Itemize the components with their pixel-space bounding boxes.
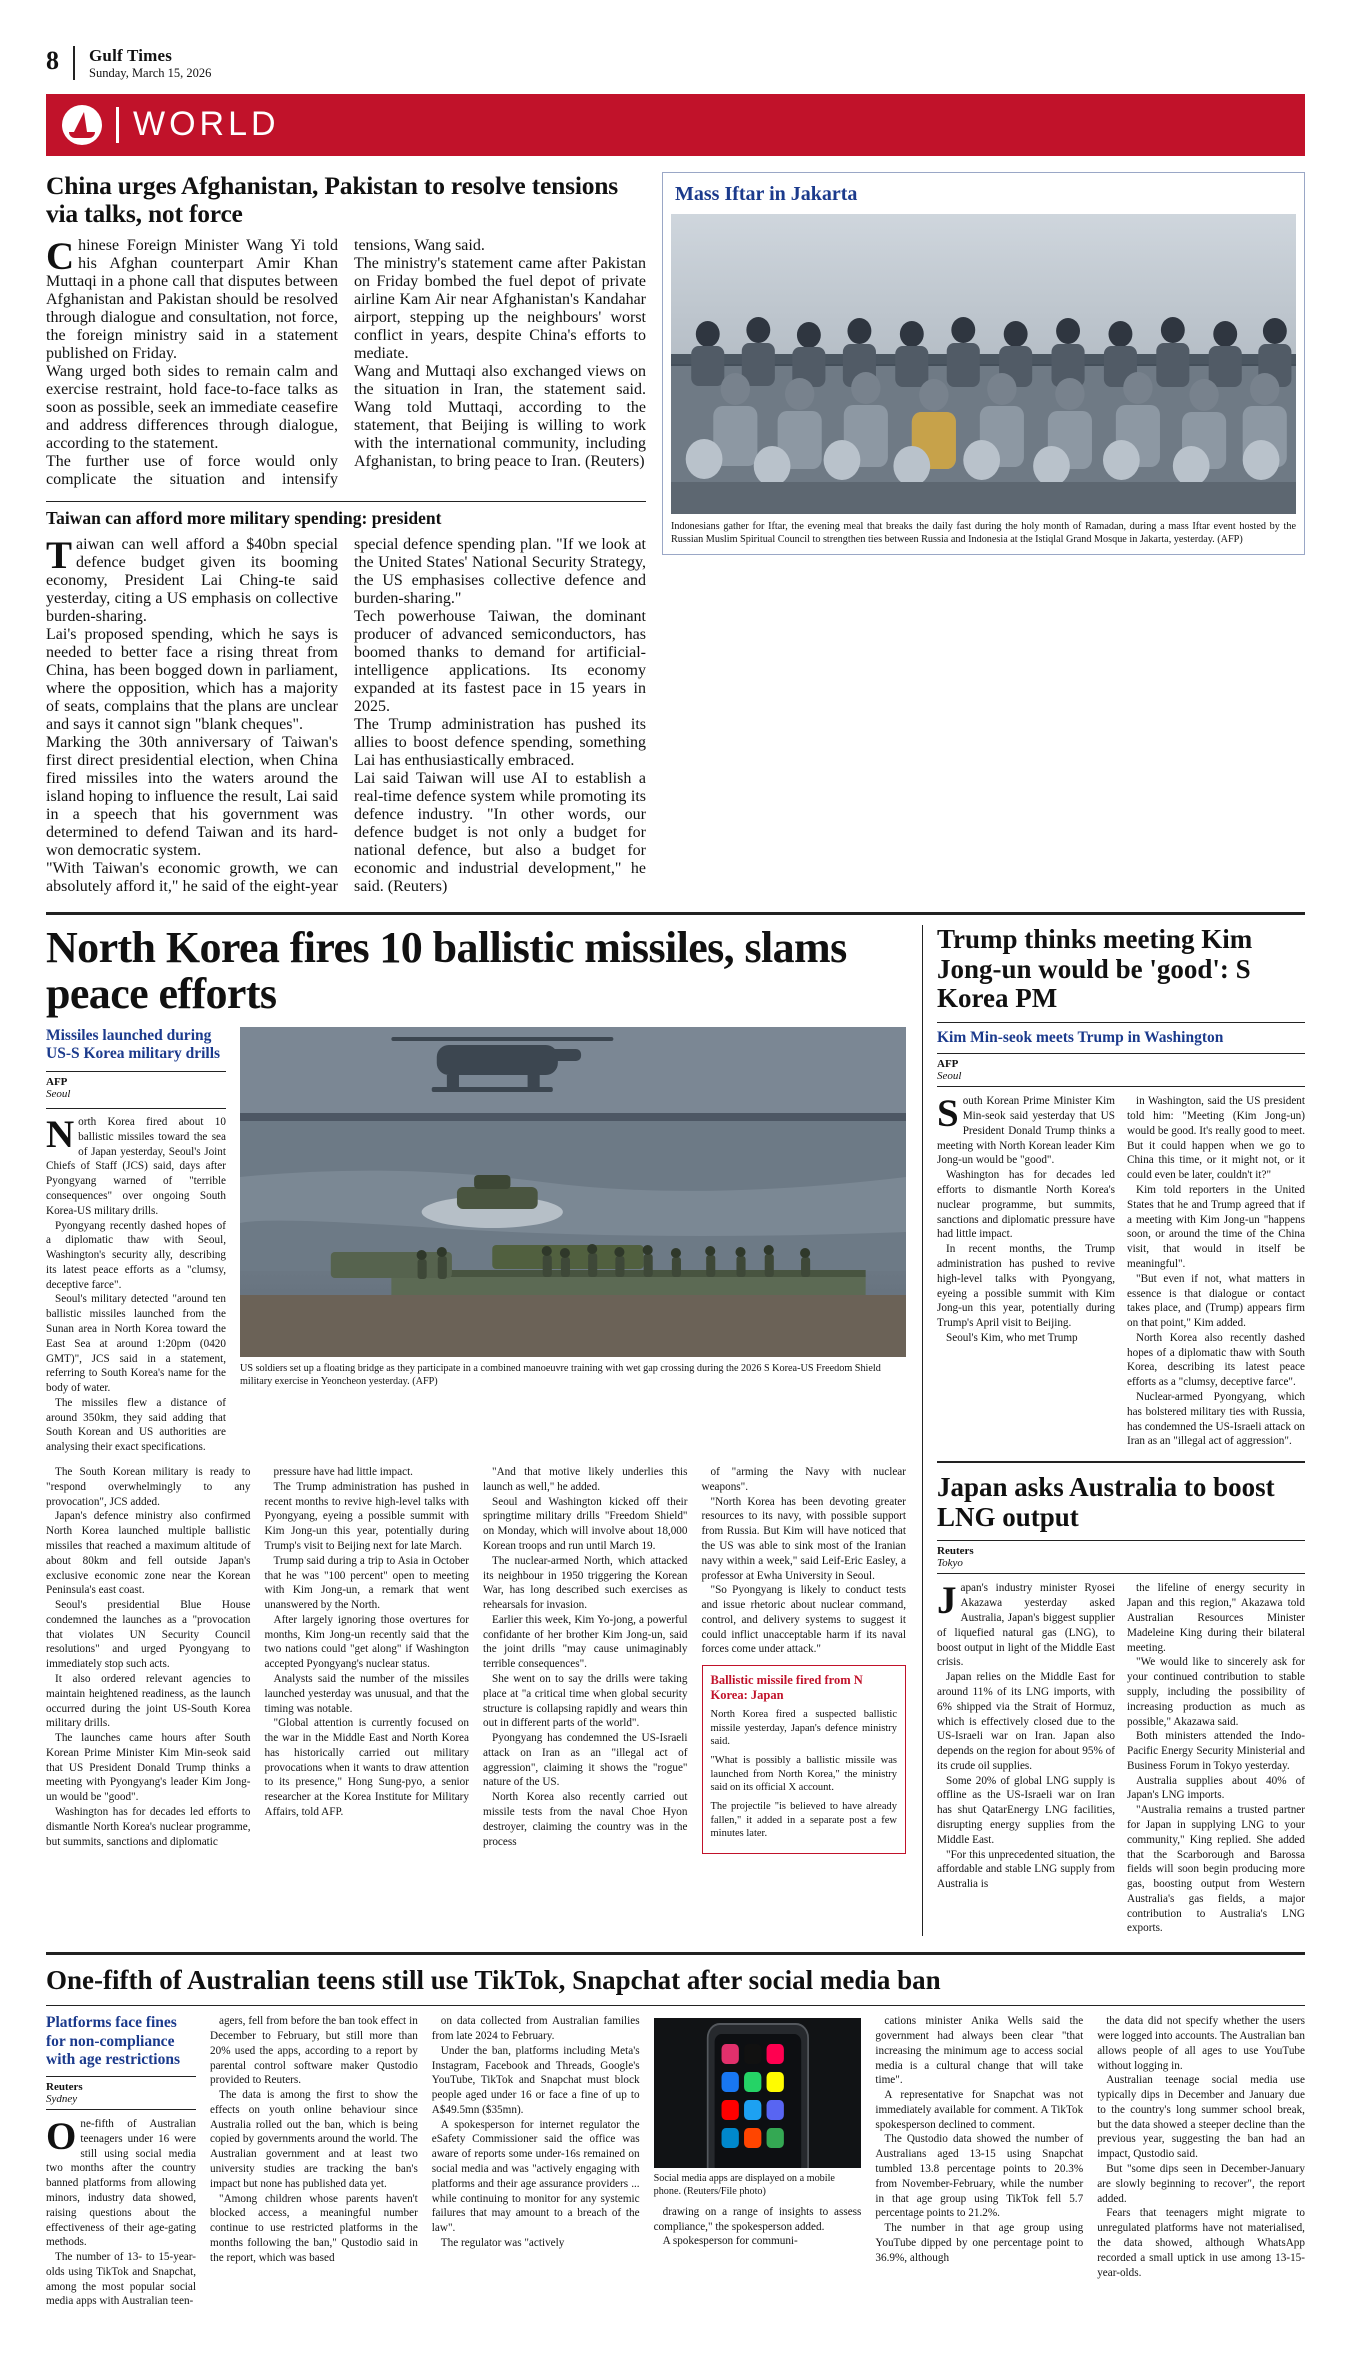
paragraph: The further use of force would only complicate the situation and intensify tensions, Wang said. [46,237,485,489]
paragraph: "We would like to sincerely ask for your continued contribution to stable supply, including the possibility of increasing production as much as possible," Akazawa said. [1127,1656,1305,1728]
paragraph: The nuclear-armed North, which attacked its neighbour in 1950 triggering the Korean War, has long described such exercises as rehearsals for invasion. [483,1554,688,1612]
section-banner [46,94,1305,156]
nk-kicker-column [46,1027,226,1456]
divider [46,1071,226,1072]
paragraph: Under the ban, platforms including Meta's Instagram, Facebook and Threads, Google's YouTube, TikTok and Snapchat must block people aged under 16 or face a fine of up to A$49.5mn ($35mn). [431,2044,640,2116]
tiktok-column-4 [654,2205,862,2249]
paragraph: cations minister Anika Wells said the government had always been clear "that increasing the minimum age to access social media is a cultural change that will take time". [875,2015,1084,2087]
divider [937,1573,1305,1574]
section-divider [46,912,1305,915]
nk-photo-caption: US soldiers set up a floating bridge as they participate in a combined manoeuvre training with wet gap crossing during the 2026 S Korea-US Freedom Shield military exercise in Yeoncheon yesterday. (AFP) [240,1362,881,1387]
paragraph: Seoul's Kim, who met Trump [946,1331,1078,1344]
nk-kicker: Missiles launched during US-S Korea military drills [46,1026,221,1062]
issue-date: Sunday, March 15, 2026 [89,65,212,80]
paragraph: "So Pyongyang is likely to conduct tests and issue rhetoric about nuclear command, control, and delivery systems to suggest it could inflict unacceptable harm if its naval forces come under attack." [701,1584,906,1656]
paragraph: of "arming the Navy with nuclear weapons". [701,1466,906,1493]
paragraph: Australia supplies about 40% of Japan's LNG imports. [1127,1774,1305,1802]
trump-agency: AFP [937,1058,959,1071]
divider [46,2005,1305,2006]
paragraph: The ministry's statement came after Pakistan on Friday bombed the fuel depot of private airline Kam Air near Afghanistan's Kandahar airport, stepping up the neighbours' worst conflict in years, despite China's efforts to mediate. [354,255,646,363]
paragraph: The projectile "is believed to have already fallen," it added in a separate post a few minutes later. [710,1801,897,1840]
right-rail [922,925,1305,1936]
paragraph: Tech powerhouse Taiwan, the dominant producer of advanced semiconductors, has boomed thanks to demand for artificial-intelligence applications. Its economy expanded at its fastest pace in 15 years in 2025. [354,608,646,716]
paragraph: In recent months, the Trump administration has pushed to revive high-level talks with Pyongyang, eyeing a possible summit with Kim Jong-un this year, potentially during Trump's April visit to Beijing. [937,1243,1115,1330]
paragraph: The number of 13- to 15-year-olds using TikTok and Snapchat, among the most popular social media apps with Australian teen- [46,2251,196,2308]
paragraph: Seoul and Washington kicked off their springtime military drills "Freedom Shield" on Monday, which will involve about 18,000 Korean troops and run until March 19. [483,1495,688,1552]
paragraph: Lai said Taiwan will use AI to establish a real-time defence system while promoting its defence industry. "In other words, our defence budget is not only a budget for national defence, but also a budget for economic and industrial development," he said. (Reuters) [354,770,646,896]
divider [46,2109,196,2110]
nk-photo [240,1027,906,1357]
paragraph: After largely ignoring those overtures for months, Kim Jong-un recently said that the two nations could "get along" if Washington accepted Pyongyang's nuclear status. [264,1613,469,1671]
paragraph: The data is among the first to show the effects on youth online behaviour since Australia rolled out the ban, which is being copied by governments around the world. The Australian government and at least two university studies are tracking the ban's impact but none has published data yet. [210,2089,418,2190]
paragraph: It also ordered relevant agencies to maintain heightened readiness, as the launch occurred during the joint US-South Korea military drills. [46,1672,251,1730]
japan-city: Tokyo [937,1557,963,1570]
iftar-photo [671,214,1296,514]
nk-agency: AFP [46,1076,68,1089]
paragraph: Kim told reporters in the United States that he and Trump agreed that if a meeting with Kim Jong-un "happens soon, or around the time of the China visit, that would in itself be meaningful". [1127,1184,1305,1270]
japan-lng-story [937,1473,1305,1936]
paragraph: Japan's defence ministry also confirmed North Korea launched multiple ballistic missiles that reached a maximum altitude of about 80km and fell outside Japan's exclusive economic zone near the Korean Peninsula's east coast. [46,1510,251,1597]
paragraph: Taiwan can well afford a $40bn special defence budget given its booming economy, President Lai Ching-te said yesterday, citing a US emphasis on collective burden-sharing. [46,534,338,626]
middle-section [46,925,1305,1936]
paragraph: The missiles flew a distance of around 350km, they said adding that South Korean and US authorities are analysing their exact specifications. [46,1396,226,1454]
china-headline: China urges Afghanistan, Pakistan to resolve tensions via talks, not force [46,170,618,229]
paragraph: Australian teenage social media use typically dips in December and January due to the country's long summer school break, but the data showed a steeper decline than the previous year, suggesting the ban had an impact, Qustodio said. [1097,2074,1305,2161]
paragraph: North Korea fired a suspected ballistic missile yesterday, Japan's defence ministry said. [710,1709,897,1748]
tiktok-photo-column [654,2014,862,2309]
japan-agency: Reuters [937,1545,974,1558]
paragraph: "Among children whose parents haven't blocked access, a meaningful number continue to use restricted platforms in the months following the ban," Qustodio said in the report, which was based [210,2192,418,2264]
tiktok-column-3 [432,2014,640,2309]
divider [937,1022,1305,1023]
paragraph: North Korea also recently dashed hopes of a diplomatic thaw with South Korea, describing its latest peace efforts as a "clumsy, deceptive farce". [1127,1331,1305,1389]
trump-kicker: Kim Min-seok meets Trump in Washington [937,1029,1224,1047]
nk-body-columns [46,1465,906,1854]
paragraph: Pyongyang recently dashed hopes of a diplomatic thaw with Seoul, Washington's security ally, describing its latest peace efforts as a "clumsy, deceptive farce". [46,1219,226,1291]
tiktok-kicker: Platforms face fines for non-compliance with age restrictions [46,2014,181,2068]
paragraph: in Washington, said the US president told him: "Meeting (Kim Jong-un) would be good. It's really good to meet. But it could happen when we go to China this time, or it might not, or it could even be later, couldn't it?" [1127,1095,1305,1182]
tiktok-agency: Reuters [46,2081,83,2094]
japan-column-2 [1127,1581,1305,1936]
paragraph: "Global attention is currently focused on the war in the Middle East and North Korea has historically carried out military provocations when it wants to draw attention to its presence," Hong Sung-pyo, a senior researcher at the Korea Institute for Military Affairs, told AFP. [264,1717,469,1819]
iftar-photo-story [662,172,1305,896]
paragraph: But "some dips seen in December-January are slowly beginning to recover", the report added. [1097,2163,1305,2205]
paragraph: Chinese Foreign Minister Wang Yi told his Afghan counterpart Amir Khan Muttaqi in a phone call that disputes between Afghanistan and Pakistan should be resolved through dialogue and consultation, not force, the foreign ministry said in a statement published on Friday. [46,235,338,363]
tiktok-column-6 [1097,2014,1305,2309]
dhow-logo-icon [62,105,102,145]
paragraph: North Korea fired about 10 ballistic missiles toward the sea of Japan yesterday, Seoul's Joint Chiefs of Staff (JCS) said, days after Pyongyang warned of "terrible consequences" over ongoing South Korea-US military drills. [46,1113,226,1217]
divider [46,2076,196,2077]
paragraph: Japan's industry minister Ryosei Akazawa yesterday asked Australia, Japan's biggest supplier of liquefied natural gas (LNG), to boost output in light of the Middle East crisis. [937,1579,1115,1669]
paragraph: Wang urged both sides to remain calm and exercise restraint, hold face-to-face talks as soon as possible, seek an immediate ceasefire and address differences through dialogue, according to the statement. [46,363,338,453]
masthead-divider [73,46,75,80]
paragraph: A spokesperson for internet regulator the eSafety Commissioner said the office was aware of reports some under-16s remained on social media and was "actively engaging with platforms and their age assurance providers ... while continuing to monitor for any systemic failures that may amount to a breach of the law". [431,2118,640,2235]
paragraph: The Trump administration has pushed in recent months to revive high-level talks with Pyongyang, eyeing a possible summit with Kim Jong-un this year, potentially during Trump's visit to Beijing next for late March. [264,1480,469,1552]
nk-city: Seoul [46,1088,71,1101]
nk-headline: North Korea fires 10 ballistic missiles, slams peace efforts [46,923,847,1018]
paragraph: Seoul's military detected "around ten ballistic missiles launched from the Sunan area in North Korea toward the East Sea at around 1:20pm (0420 GMT)", JCS said in a statement, referring to South Korea's name for the body of water. [46,1293,226,1395]
china-taiwan-column [46,172,646,896]
paragraph: The regulator was "actively [440,2236,565,2249]
paragraph: Washington has for decades led efforts to dismantle North Korea's nuclear programme, but summits, sanctions and diplomatic pressure have had little impact. [937,1169,1115,1241]
paragraph: agers, fell from before the ban took effect in December to February, but still more than 20% used the apps, according to a report by parental control software maker Qustodio provided to Reuters. [210,2015,418,2087]
paragraph: "And that motive likely underlies this launch as well," he added. [483,1466,688,1493]
banner-divider [116,107,119,143]
paragraph: "Australia remains a trusted partner for Japan in supplying LNG to your community," King replied. She added that the Scarborough and Barossa fields will soon begin producing more gas, boosting output from Western Australia's gas fields, a major contribution to Australia's LNG exports. [1127,1804,1305,1935]
nk-photo-figure [240,1027,906,1456]
social-apps-photo [654,2018,862,2168]
japan-column-1 [937,1581,1115,1936]
paragraph: "North Korea has been devoting greater resources to its navy, with possible support from Russia. But Kim will have noticed that the US was able to sink most of the Iranian navy within a week," said Leif-Eric Easley, a professor at Ewha University in Seoul. [701,1495,906,1582]
paragraph: pressure have had little impact. [273,1466,413,1479]
nk-col1-top [46,1115,226,1455]
tiktok-city: Sydney [46,2093,78,2106]
page-number: 8 [46,46,59,75]
paragraph: Lai's proposed spending, which he says is needed to better face a rising threat from China, has been bogged down in parliament, where the opposition, which has a majority of seats, complains that the plans are unclear and says it cannot sign "blank cheques". [46,626,338,734]
paragraph: One-fifth of Australian teenagers under 16 were still using social media two months after the country banned platforms from allowing minors, industry data showed, raising questions about the effectiveness of their age-gating methods. [46,2115,196,2249]
tiktok-column-1 [46,2117,196,2309]
paragraph: "With Taiwan's economic growth, we can absolutely afford it," he said of the eight-year special defence spending plan. "If we look at the United States' National Security Strategy, the US emphasises collective defence and burden-sharing." [46,536,646,896]
paragraph: North Korea also recently carried out missile tests from the naval Choe Hyon destroyer, claiming the country was in the process [483,1791,688,1848]
paper-name: Gulf Times [89,46,173,65]
paragraph: the data did not specify whether the users were logged into accounts. The Australian ban allows people of all ages to use YouTube without logging in. [1097,2015,1305,2072]
trump-column-2 [1127,1094,1305,1449]
paragraph: the lifeline of energy security in Japan and this region," Akazawa told Australian Resources Minister Madeleine King during their bilateral meeting. [1127,1582,1305,1654]
paragraph: The number in that age group using YouTube dipped by one percentage point to 36.9%, although [875,2222,1084,2264]
trump-city: Seoul [937,1070,962,1083]
paragraph: South Korean Prime Minister Kim Min-seok said yesterday that US President Donald Trump thinks a meeting with North Korean leader Kim Jong-un would be "good". [937,1092,1115,1167]
paragraph: Fears that teenagers might migrate to unregulated platforms have not materialised, the data showed, although WhatsApp recorded a small uptick in use among 13-15-year-olds. [1097,2207,1305,2279]
china-body [46,237,646,489]
paragraph: on data collected from Australian families from late 2024 to February. [431,2015,640,2043]
trump-column-1 [937,1094,1115,1449]
trump-story [937,925,1305,1449]
paragraph: drawing on a range of insights to assess compliance," the spokesperson added. [653,2205,862,2233]
paragraph: "But even if not, what matters in essence is that dialogue or contact takes place, and (Trump) appears firm on that point," Kim added. [1127,1272,1305,1330]
divider [46,1108,226,1109]
paragraph: The Qustodio data showed the number of Australians aged 13-15 using Snapchat tumbled 13.8 percentage points to 20.3% from November-February, while the number in that age group using TikTok fell 5.7 percentage points to 21.2%. [875,2133,1084,2220]
north-korea-story [46,925,906,1936]
paragraph: "For this unprecedented situation, the affordable and stable LNG supply from Australia is [937,1848,1115,1891]
tiktok-column-2 [210,2014,418,2309]
paragraph: The South Korean military is ready to "respond overwhelmingly to any provocation", JCS added. [46,1466,251,1508]
photo-caption: Indonesians gather for Iftar, the evening meal that breaks the daily fast during the holy month of Ramadan, during a mass Iftar event hosted by the Russian Muslim Spiritual Council to strengthen ties between Russia and Indonesia at the Istiqlal Grand Mosque in Jakarta, yesterday. (AFP) [671,520,1296,546]
divider [937,1461,1305,1463]
paragraph: Pyongyang has condemned the US-Israeli attack on Iran as an "illegal act of aggression", claiming it shows the "rogue" nature of the US. [483,1732,688,1789]
paragraph: Analysts said the number of the missiles launched yesterday was unusual, and that the timing was notable. [264,1672,469,1715]
tiktok-kicker-column [46,2014,196,2309]
paragraph: Wang and Muttaqi also exchanged views on the situation in Iran, the statement said. Wang told Muttaqi, according to the statement, that Beijing is willing to work with the international community, including Afghanistan, to bring peace to Iran. (Reuters) [354,363,646,471]
paragraph: Marking the 30th anniversary of Taiwan's first direct presidential election, when China fired missiles into the waters around the island hoping to influence the result, Lai said in a speech that his government was determined to defend Taiwan and its hard-won democratic system. [46,734,338,860]
divider [46,501,646,502]
paragraph: Trump said during a trip to Asia in October that he was "100 percent" open to meeting with Kim Jong-un, a remark that went unanswered by the North. [264,1554,469,1612]
taiwan-body [46,536,646,896]
nk-column-4 [702,1465,907,1854]
paragraph: Washington has for decades led efforts to dismantle North Korea's nuclear programme, but summits, sanctions and diplomatic [46,1806,251,1848]
divider [937,1086,1305,1087]
nk-sidebar-box [702,1665,907,1854]
tiktok-headline: One-fifth of Australian teens still use TikTok, Snapchat after social media ban [46,1965,941,1996]
nk-column-2 [265,1465,470,1854]
paragraph: The launches came hours after South Korean Prime Minister Kim Min-seok said that US President Donald Trump thinks a meeting with Pyongyang's leader Kim Jong-un would be "good". [46,1732,251,1804]
divider [937,1053,1305,1054]
paragraph: Nuclear-armed Pyongyang, which has bolstered military ties with Russia, has condemned the US-Israeli attack on Iran as an "illegal act of aggression". [1127,1390,1306,1448]
paragraph: She went on to say the drills were taking place at "a critical time when global security structure is collapsing rapidly and wears thin out in different parts of the world". [483,1672,688,1730]
paragraph: "What is possibly a ballistic missile was launched from North Korea," the ministry said on its official X account. [710,1755,897,1794]
nk-column-3 [483,1465,688,1854]
paragraph: Both ministers attended the Indo-Pacific Energy Security Ministerial and Business Forum in Tokyo yesterday. [1127,1730,1305,1772]
trump-headline: Trump thinks meeting Kim Jong-un would be 'good': S Korea PM [937,924,1253,1014]
tiktok-column-5 [875,2014,1083,2309]
phone-figure [654,2018,862,2199]
paragraph: Seoul's presidential Blue House condemned the launches as a "provocation that violates UN Security Council resolutions" and urged Pyongyang to immediately stop such acts. [46,1599,251,1671]
japan-headline: Japan asks Australia to boost LNG output [937,1472,1275,1532]
paragraph: Earlier this week, Kim Yo-jong, a powerful confidante of her brother Kim Jong-un, said the joint drills "may cause unimaginably terrible consequences". [483,1613,688,1671]
tiktok-story [46,1965,1305,2309]
section-divider [46,1952,1305,1955]
paragraph: Japan relies on the Middle East for around 11% of its LNG imports, with 6% shipped via the Strait of Hormuz, which is effectively closed due to the US-Israeli war on Iran. Japan also depends on the region for about 95% of its crude oil supplies. [937,1671,1115,1772]
taiwan-headline: Taiwan can afford more military spending: president [46,508,442,529]
phone-photo-caption: Social media apps are displayed on a mobile phone. (Reuters/File photo) [653,2173,835,2198]
paragraph: Some 20% of global LNG supply is offline as the US-Israeli war on Iran has shut QatarEnergy LNG facilities, disrupting energy supplies from the Middle East. [937,1774,1115,1846]
divider [937,1540,1305,1541]
top-section [46,172,1305,896]
photo-title: Mass Iftar in Jakarta [675,182,858,205]
paragraph: A spokesperson for communi- [662,2235,798,2248]
paragraph: A representative for Snapchat was not immediately available for comment. A TikTok spokesperson declined to comment. [875,2089,1084,2131]
nk-column-1 [46,1465,251,1854]
paragraph: The Trump administration has pushed its allies to boost defence spending, something Lai has enthusiastically embraced. [354,716,646,770]
sidebar-title: Ballistic missile fired from N Korea: Japan [710,1673,863,1703]
masthead [46,46,1305,86]
section-title: WORLD [133,105,280,144]
